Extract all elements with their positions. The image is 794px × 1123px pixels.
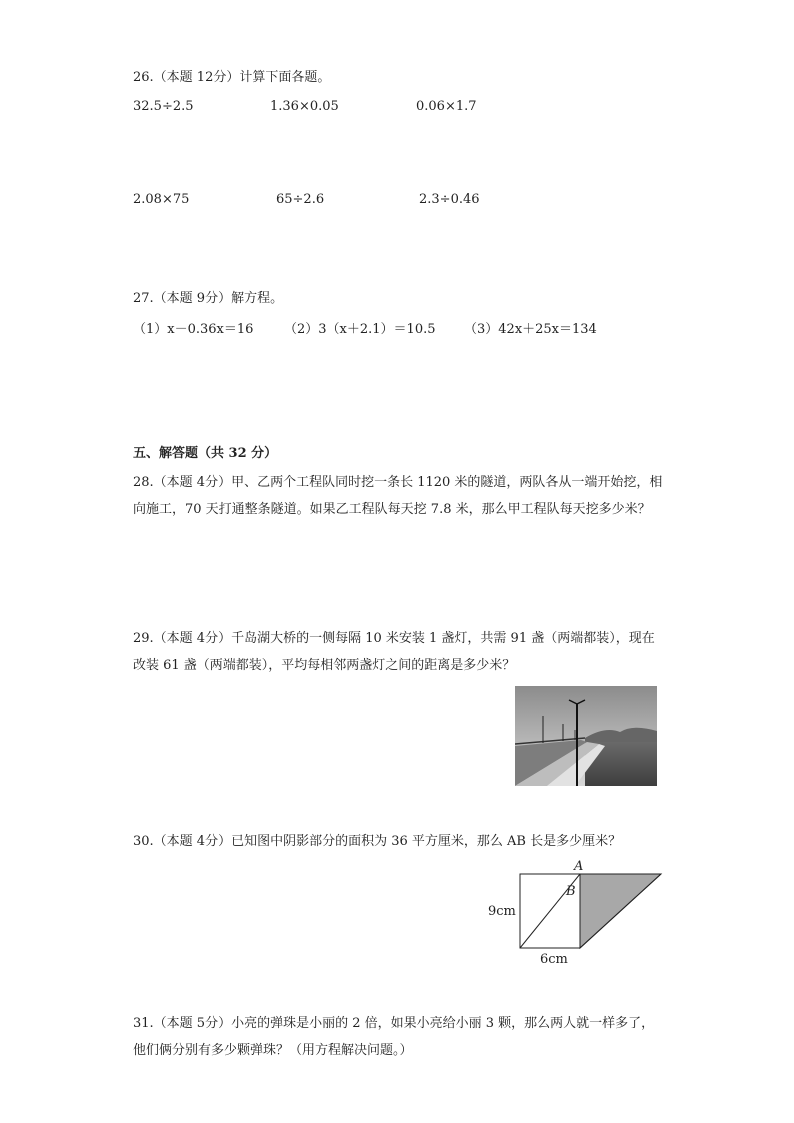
q26-item-4: 2.08×75 xyxy=(133,192,190,207)
geometry-figure xyxy=(482,855,667,967)
geometry-figure-svg xyxy=(482,855,667,967)
label-height: 9cm xyxy=(488,904,516,919)
q26-item-3: 0.06×1.7 xyxy=(416,99,477,114)
q26-title: 26.（本题 12分）计算下面各题。 xyxy=(133,70,331,85)
q26-item-1: 32.5÷2.5 xyxy=(133,99,194,114)
label-width: 6cm xyxy=(540,952,568,967)
q27-item-2: （2）3（x＋2.1）＝10.5 xyxy=(284,322,436,337)
q27-item-3: （3）42x＋25x＝134 xyxy=(464,322,597,337)
q31-text: 31.（本题 5分）小亮的弹珠是小丽的 2 倍，如果小亮给小丽 3 颗，那么两人就一样多了，他们俩分别有多少颗弹珠？（用方程解决问题。） xyxy=(133,1016,655,1058)
q27-item-1: （1）x－0.36x＝16 xyxy=(133,322,254,337)
q28-text: 28.（本题 4分）甲、乙两个工程队同时挖一条长 1120 米的隧道，两队各从一端开始挖，相向施工，70 天打通整条隧道。如果乙工程队每天挖 7.8 米，那么甲工程队每天挖多少米？ xyxy=(133,475,663,517)
bridge-photo xyxy=(515,686,657,786)
bridge-photo-image xyxy=(515,686,657,786)
label-a: A xyxy=(574,859,584,874)
q30-text: 30.（本题 4分）已知图中阴影部分的面积为 36 平方厘米，那么 AB 长是多少厘米？ xyxy=(133,834,622,849)
q26-item-2: 1.36×0.05 xyxy=(270,99,339,114)
q26-item-6: 2.3÷0.46 xyxy=(419,192,480,207)
q27-title: 27.（本题 9分）解方程。 xyxy=(133,291,284,306)
q29-text: 29.（本题 4分）千岛湖大桥的一侧每隔 10 米安装 1 盏灯，共需 91 盏（两端都装），现在改装 61 盏（两端都装），平均每相邻两盏灯之间的距离是多少米？ xyxy=(133,631,655,673)
label-b: B xyxy=(566,884,576,899)
q26-item-5: 65÷2.6 xyxy=(276,192,325,207)
section-heading: 五、解答题（共 32 分） xyxy=(133,446,278,461)
